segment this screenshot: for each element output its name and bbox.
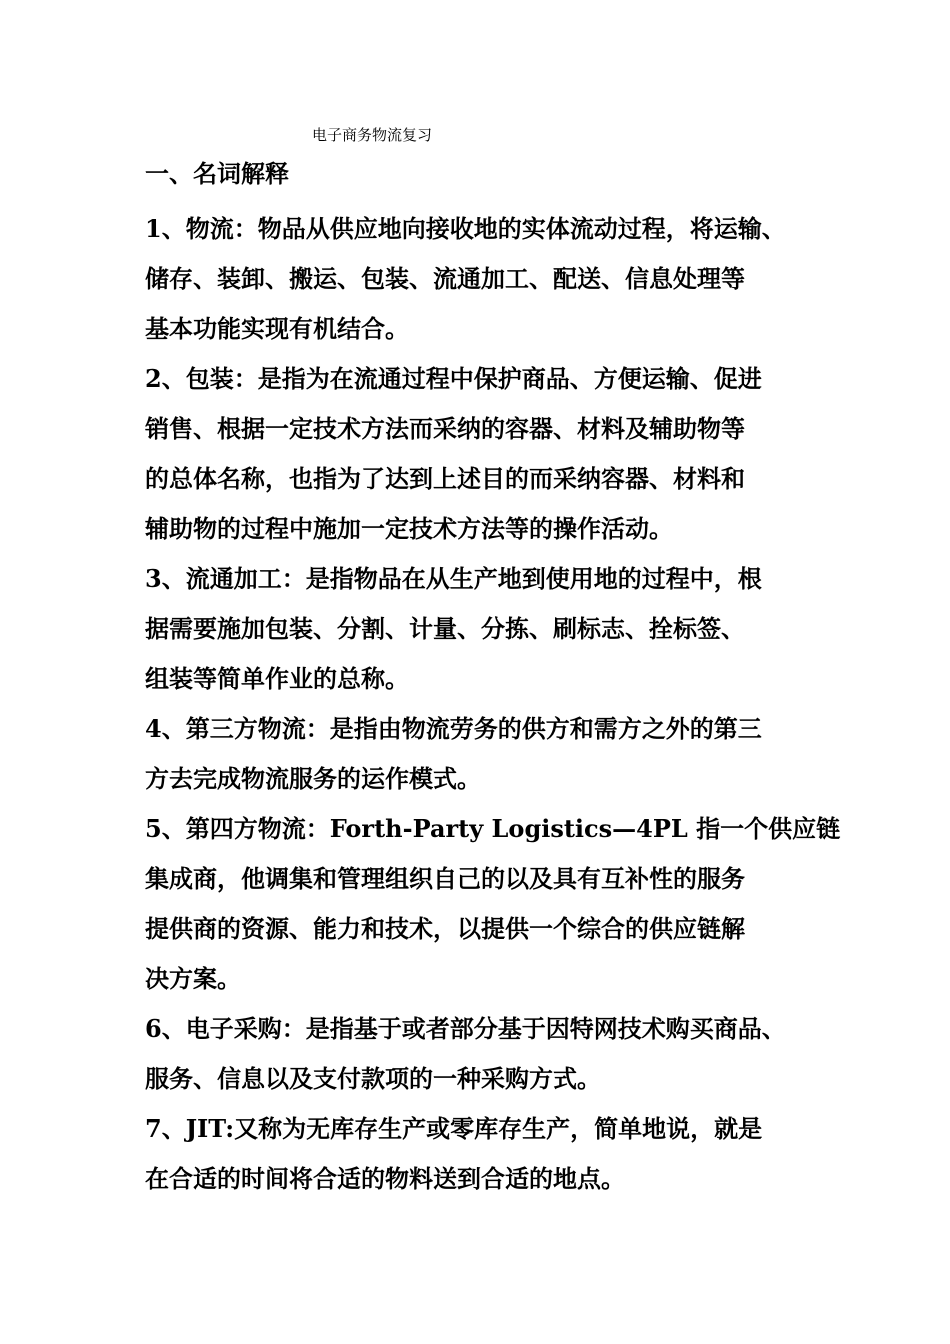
term-line: 基本功能实现有机结合。: [145, 314, 409, 343]
term-line: 储存、装卸、搬运、包装、流通加工、配送、信息处理等: [145, 264, 745, 293]
term-line: 据需要施加包装、分割、计量、分拣、刷标志、拴标签、: [145, 614, 745, 643]
term-logistics: [145, 204, 825, 354]
term-line: 2、包装：是指为在流通过程中保护商品、方便运输、促进: [145, 364, 762, 393]
term-line: 辅助物的过程中施加一定技术方法等的操作活动。: [145, 514, 673, 543]
term-line: 提供商的资源、能力和技术，以提供一个综合的供应链解: [145, 914, 745, 943]
term-line: 5、第四方物流：Forth-Party Logistics—4PL 指一个供应链: [145, 814, 841, 843]
section-heading: 一、名词解释: [145, 159, 289, 188]
term-line: 7、JIT:又称为无库存生产或零库存生产，简单地说，就是: [145, 1114, 763, 1143]
document-title: 电子商务物流复习: [312, 126, 433, 144]
term-line: 3、流通加工：是指物品在从生产地到使用地的过程中，根: [145, 564, 762, 593]
term-line: 在合适的时间将合适的物料送到合适的地点。: [145, 1164, 625, 1193]
term-line: 6、电子采购：是指基于或者部分基于因特网技术购买商品、: [145, 1014, 786, 1043]
term-line: 组装等简单作业的总称。: [145, 664, 409, 693]
term-list: [145, 204, 841, 1204]
term-line: 集成商，他调集和管理组织自己的以及具有互补性的服务: [145, 864, 745, 893]
term-e-procurement: [145, 1004, 825, 1104]
term-line: 决方案。: [145, 964, 241, 993]
term-line: 方去完成物流服务的运作模式。: [145, 764, 481, 793]
term-distribution-processing: [145, 554, 825, 704]
term-jit: [145, 1104, 825, 1204]
term-line: 1、物流：物品从供应地向接收地的实体流动过程，将运输、: [145, 214, 786, 243]
term-packaging: [145, 354, 825, 554]
term-fourth-party-logistics: [145, 804, 841, 1004]
term-third-party-logistics: [145, 704, 825, 804]
term-line: 销售、根据一定技术方法而采纳的容器、材料及辅助物等: [145, 414, 745, 443]
term-line: 服务、信息以及支付款项的一种采购方式。: [145, 1064, 601, 1093]
term-line: 的总体名称，也指为了达到上述目的而采纳容器、材料和: [145, 464, 745, 493]
term-line: 4、第三方物流：是指由物流劳务的供方和需方之外的第三: [145, 714, 762, 743]
